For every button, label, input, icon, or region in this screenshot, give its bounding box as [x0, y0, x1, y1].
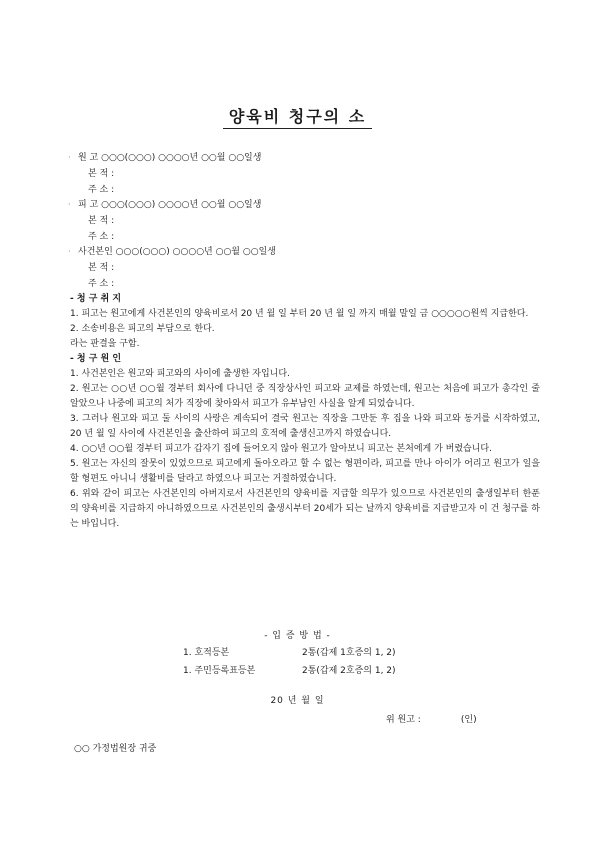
cause-item: 3. 그러나 원고와 피고 둘 사이의 사랑은 계속되어 결국 원고는 직장을 그만둔 후 집을 나와 피고와 동거를 시작하였고, 20 년 월 일 사이에 사건본인을 출산하여 피고의 호적에 출생신고까지 하였습니다.	[70, 414, 540, 439]
party-main	[68, 244, 548, 260]
party-main	[68, 197, 548, 213]
document-title-text: 양육비 청구의 소	[223, 107, 372, 129]
party-domicile: 본 적 :	[88, 216, 115, 226]
claim-closing: 라는 판결을 구함.	[70, 339, 140, 349]
court-addressee: ○○ 가정법원장 귀중	[74, 744, 157, 754]
bullet-icon: ·	[68, 153, 71, 162]
plaintiff-signature-line: 위 원고 : (인)	[386, 715, 477, 725]
party-main-text: 원 고 ○○○(○○○) ○○○○년 ○○월 ○○일생	[78, 153, 262, 163]
claim-section	[70, 292, 540, 532]
claim-item: 1. 피고는 원고에게 사건본인의 양육비로서 20 년 월 일 부터 20 년 월 일 까지 매월 말일 금 ○○○○○원씩 지급한다.	[70, 309, 529, 319]
bullet-icon: ·	[68, 200, 71, 209]
cause-item: 5. 원고는 자신의 잘못이 있었으므로 피고에게 돌아오라고 할 수 없는 형편이라, 피고를 만나 아이가 어리고 원고가 일을 할 형편도 아니니 생활비를 달라고 하였으나 피고는 거절하였습니다.	[70, 459, 540, 484]
filing-date: 20 년 월 일	[270, 696, 325, 706]
evidence-heading: - 입 증 방 법 -	[264, 631, 331, 641]
party-main-text: 사건본인 ○○○(○○○) ○○○○년 ○○월 ○○일생	[78, 247, 276, 257]
claim-item: 2. 소송비용은 피고의 부담으로 한다.	[70, 324, 215, 334]
evidence-section	[0, 628, 595, 680]
evidence-name: 1. 호적등본	[183, 648, 230, 658]
bullet-icon: ·	[68, 247, 71, 256]
claim-heading: - 청 구 취 지	[70, 294, 122, 304]
party-residence: 주 소 :	[88, 279, 115, 289]
party-domicile: 본 적 :	[88, 263, 115, 273]
evidence-copies: 2통(갑제 2호증의 1, 2)	[302, 666, 396, 676]
party-main-text: 피 고 ○○○(○○○) ○○○○년 ○○월 ○○일생	[78, 200, 262, 210]
evidence-row	[0, 644, 595, 662]
party-child	[68, 244, 548, 292]
cause-item: 2. 원고는 ○○년 ○○월 경부터 회사에 다니던 중 직장상사인 피고와 교제를 하였는데, 원고는 처음에 피고가 총각인 줄 알았으나 나중에 피고의 처가 직장에 찾아와서 피고가 유부남인 사실을 알게 되었습니다.	[70, 384, 540, 409]
party-residence: 주 소 :	[88, 232, 115, 242]
party-domicile: 본 적 :	[88, 169, 115, 179]
cause-item: 4. ○○년 ○○월 경부터 피고가 갑자기 집에 들어오지 않아 원고가 알아보니 피고는 본처에게 가 버렸습니다.	[70, 444, 492, 454]
evidence-copies: 2통(갑제 1호증의 1, 2)	[302, 648, 396, 658]
cause-heading: - 청 구 원 인	[70, 354, 122, 364]
document-title	[0, 104, 595, 127]
evidence-name: 1. 주민등록표등본	[183, 666, 256, 676]
party-residence: 주 소 :	[88, 185, 115, 195]
party-defendant	[68, 197, 548, 245]
cause-item: 1. 사건본인은 원고와 피고와의 사이에 출생한 자입니다.	[70, 369, 290, 379]
party-plaintiff	[68, 150, 548, 198]
party-main	[68, 150, 548, 166]
evidence-row	[0, 662, 595, 680]
cause-item: 6. 위와 같이 피고는 사건본인의 아버지로서 사건본인의 양육비를 지급할 의무가 있으므로 사건본인의 출생일부터 한푼의 양육비를 지급하지 아니하였으므로 사건본인의 출생시부터 20세가 되는 날까지 양육비를 지급받고자 이 건 청구를 하는 바입니다.	[70, 489, 540, 529]
